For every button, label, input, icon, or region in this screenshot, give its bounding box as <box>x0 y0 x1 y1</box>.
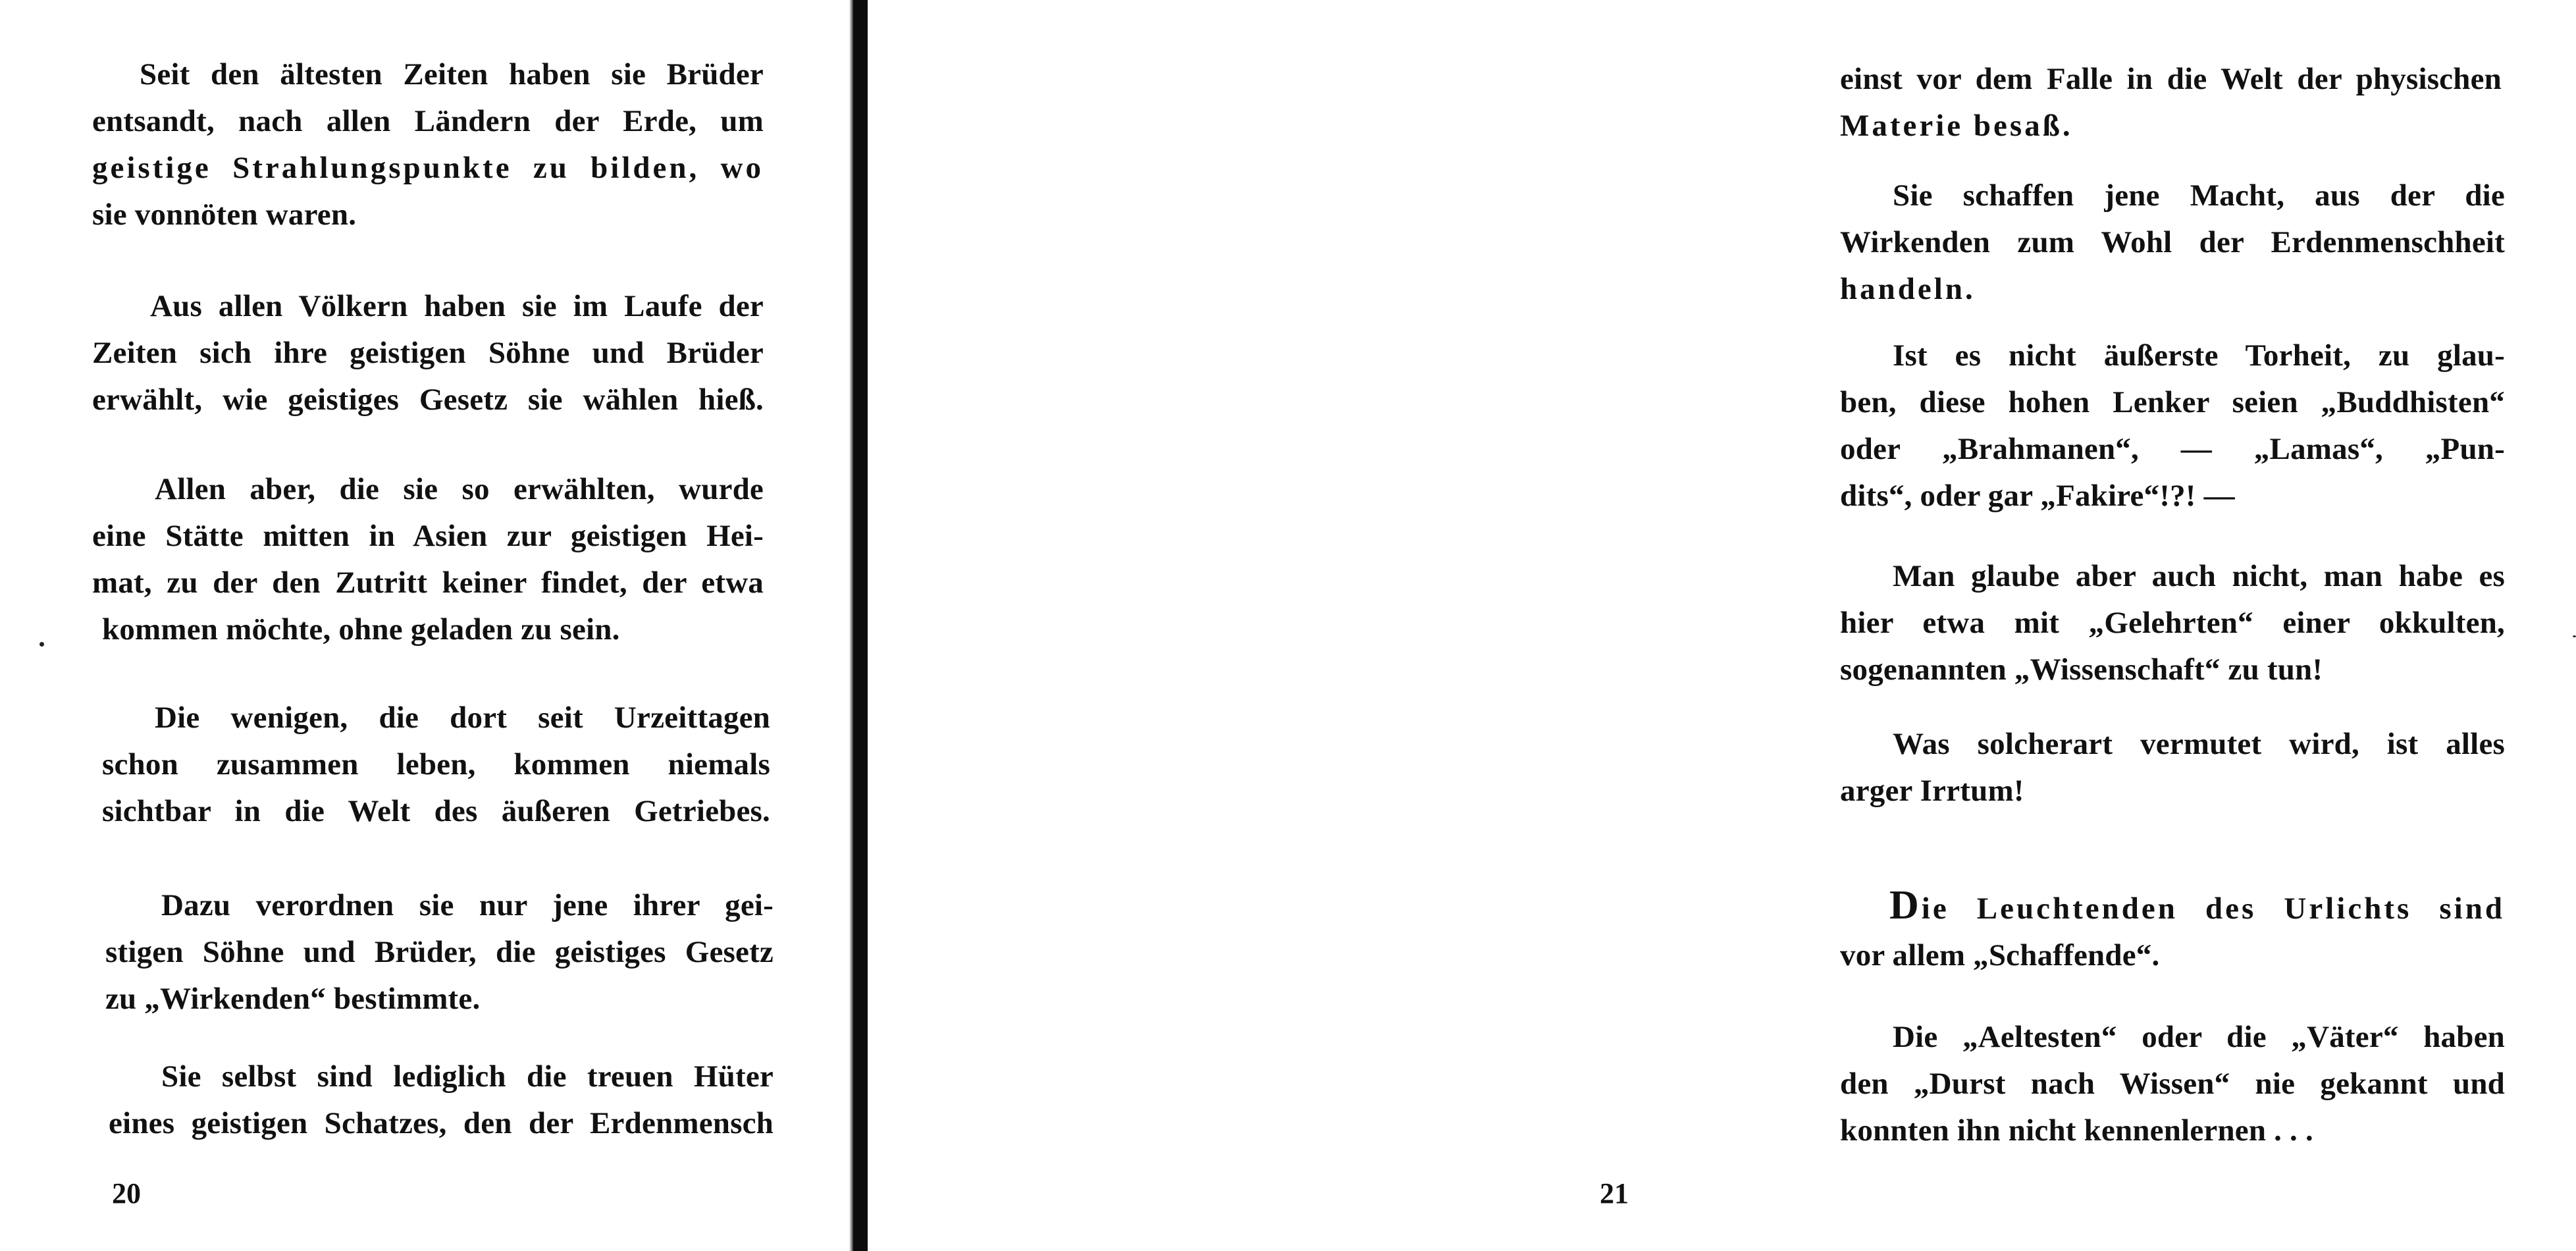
text-line: Allen aber, die sie so erwählten, wurde <box>155 472 764 506</box>
drop-cap-line-text: ie Leuchtenden des Urlichts sind <box>1921 892 2505 926</box>
text-line: sogenannten „Wissenschaft“ zu tun! <box>1840 652 2323 687</box>
text-line: entsandt, nach allen Ländern der Erde, um <box>92 104 764 138</box>
text-line: Man glaube aber auch nicht, man habe es <box>1893 559 2505 593</box>
text-line: Dazu verordnen sie nur jene ihrer gei- <box>161 888 774 922</box>
text-line: ben, diese hohen Lenker seien „Buddhisten“ <box>1840 385 2505 419</box>
text-line: geistige Strahlungspunkte zu bilden, wo <box>92 151 764 185</box>
text-line: eines geistigen Schatzes, den der Erdenmensch <box>109 1106 774 1140</box>
paragraph <box>1840 553 2505 693</box>
text-line: Ist es nicht äußerste Torheit, zu glau- <box>1893 338 2505 373</box>
paragraph <box>1840 882 2505 979</box>
text-line: Seit den ältesten Zeiten haben sie Brüder <box>140 57 764 92</box>
paragraph <box>105 882 774 1023</box>
paragraph <box>1840 173 2505 313</box>
text-line: Was solcherart vermutet wird, ist alles <box>1893 727 2505 761</box>
paragraph <box>92 466 764 653</box>
paragraph <box>102 695 770 835</box>
text-line: stigen Söhne und Brüder, die geistiges Gesetz <box>105 935 774 969</box>
text-line: arger Irrtum! <box>1840 774 2024 808</box>
text-line: Materie besaß. <box>1840 109 2073 143</box>
drop-cap: D <box>1889 883 1922 928</box>
paragraph <box>1840 721 2505 814</box>
left-page <box>0 0 849 1251</box>
text-line: Wirkenden zum Wohl der Erdenmenschheit <box>1840 225 2505 259</box>
text-line: mat, zu der den Zutritt keiner findet, der etwa <box>92 566 764 600</box>
paragraph <box>109 1053 774 1147</box>
text-line: sie vonnöten waren. <box>92 198 357 232</box>
paragraph <box>1840 56 2502 149</box>
text-line: zu „Wirkenden“ bestimmte. <box>105 982 481 1016</box>
page-number: 20 <box>112 1177 141 1210</box>
print-speck <box>39 642 44 647</box>
text-line: Die „Aeltesten“ oder die „Väter“ haben <box>1893 1020 2505 1054</box>
text-line: hier etwa mit „Gelehrten“ einer okkulten, <box>1840 606 2505 640</box>
paragraph <box>92 283 764 423</box>
print-speck <box>2573 635 2576 637</box>
paragraph <box>1840 333 2505 519</box>
text-line: oder „Brahmanen“, — „Lamas“, „Pun- <box>1840 432 2505 466</box>
text-line: eine Stätte mitten in Asien zur geistigen Hei- <box>92 519 764 553</box>
text-line: Aus allen Völkern haben sie im Laufe der <box>150 289 764 323</box>
text-line: handeln. <box>1840 272 1976 306</box>
text-line: sichtbar in die Welt des äußeren Getriebes. <box>102 794 770 828</box>
text-line: einst vor dem Falle in die Welt der physischen <box>1840 62 2502 96</box>
text-line <box>1840 882 2505 932</box>
text-line: kommen möchte, ohne geladen zu sein. <box>102 612 620 647</box>
paragraph <box>1840 1014 2505 1154</box>
text-line: Sie selbst sind lediglich die treuen Hüter <box>161 1059 774 1094</box>
text-line: Die wenigen, die dort seit Urzeittagen <box>155 701 770 735</box>
text-line: konnten ihn nicht kennenlernen . . . <box>1840 1113 2313 1148</box>
text-line: den „Durst nach Wissen“ nie gekannt und <box>1840 1067 2505 1101</box>
page-number: 21 <box>1600 1177 1629 1210</box>
text-line: vor allem „Schaffende“. <box>1840 938 2160 972</box>
right-page <box>869 0 2505 1251</box>
book-gutter <box>853 0 868 1251</box>
text-line: Sie schaffen jene Macht, aus der die <box>1893 178 2505 213</box>
text-line: dits“, oder gar „Fakire“!?! — <box>1840 479 2235 513</box>
text-line: schon zusammen leben, kommen niemals <box>102 747 770 782</box>
paragraph <box>92 51 764 238</box>
text-line: erwählt, wie geistiges Gesetz sie wählen hieß. <box>92 383 764 417</box>
text-line: Zeiten sich ihre geistigen Söhne und Brüder <box>92 336 764 370</box>
